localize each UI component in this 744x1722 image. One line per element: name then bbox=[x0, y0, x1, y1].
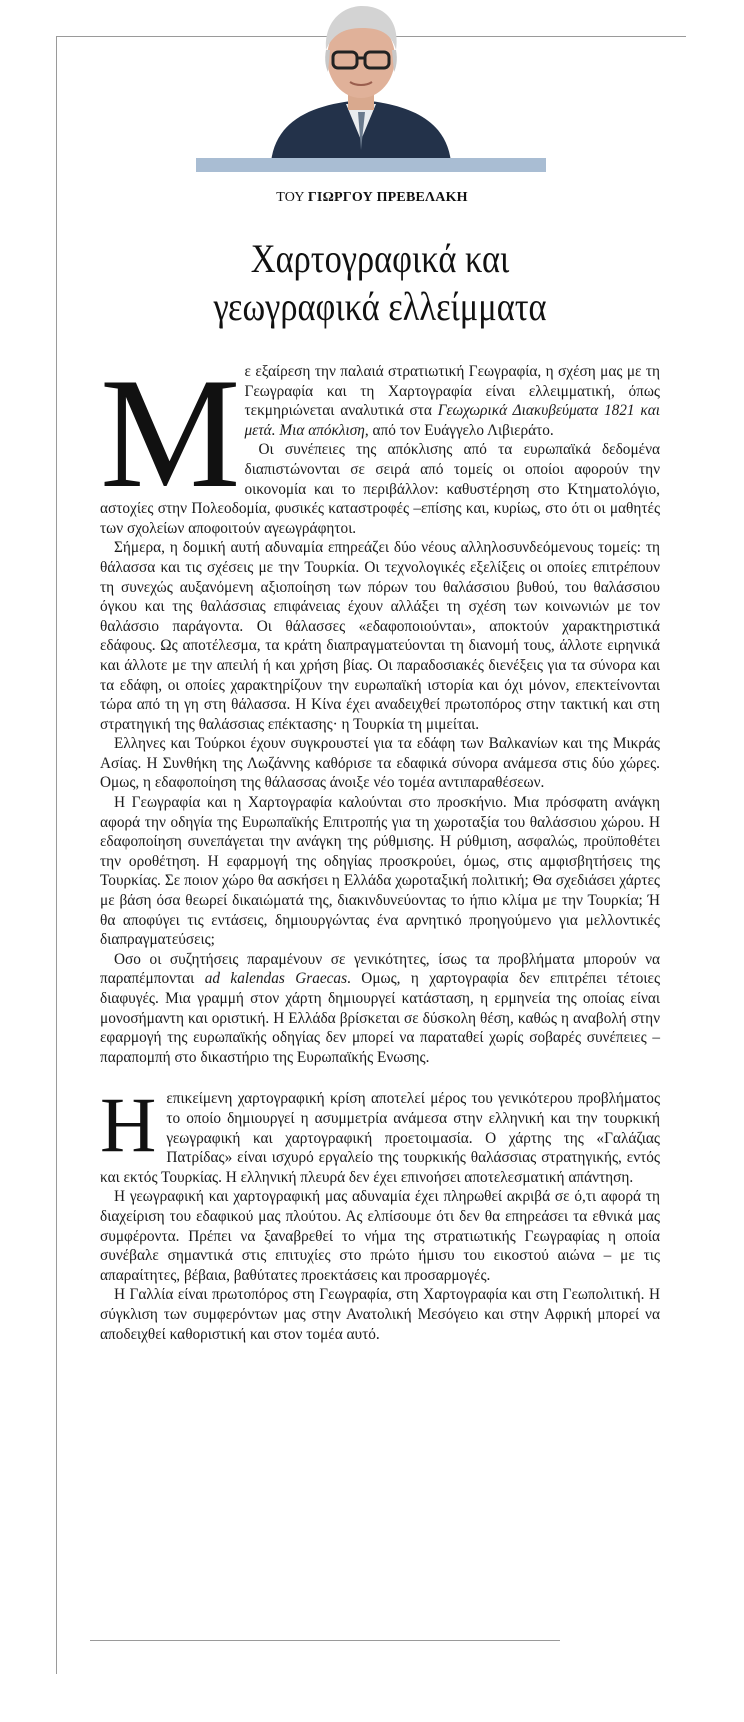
footer-divider bbox=[90, 1640, 560, 1641]
author-name: ΓΙΩΡΓΟΥ ΠΡΕΒΕΛΑΚΗ bbox=[307, 190, 468, 205]
paragraph-7-text: επικείμενη χαρτογραφική κρίση αποτελεί μέρος του γενικότερου προβλήματος το οποίο δημιουργεί η ασυμμετρία ανάμεσα στην ελληνική και την τουρκική γεωγραφική και χαρτογραφική προετοιμασία. Ο χάρτης της «Γαλάζιας Πατρίδας» είναι ισχυρό εργαλείο της τουρκικής θαλάσσιας στρατηγικής, εντός και εκτός Τουρκίας. Η ελληνική πλευρά δεν έχει επινοήσει αποτελεσματική απάντηση. bbox=[100, 1090, 660, 1186]
paragraph-5: Η Γεωγραφία και η Χαρτογραφία καλούνται στο προσκήνιο. Μια πρόσφατη ανάγκη αφορά την οδηγία της Ευρωπαϊκής Επιτροπής για τη χωροταξία του θαλάσσιου χώρου. Η εδαφοποίηση συνεπάγεται την ανάγκη της ρύθμισης. Η ρύθμιση, ασφαλώς, προϋποθέτει την οροθέτηση. Η εφαρμογή της οδηγίας προσκρούει, όμως, στις αμφισβητήσεις της Τουρκίας. Σε ποιον χώρο θα ασκήσει η Ελλάδα χωροταξική πολιτική; Θα σχεδιάσει χάρτες με βάση όσα θεωρεί δικαιώματά της, διακινδυνεύοντας το ήπιο κλίμα με την Τουρκία; Ή θα αποφύγει τις εντάσεις, δημιουργώντας ένα αρνητικό προηγούμενο για μελλοντικές διαπραγματεύσεις; bbox=[100, 794, 660, 949]
paragraph-7 bbox=[100, 1081, 660, 1187]
drop-cap-m: Μ bbox=[100, 346, 237, 521]
paragraph-6 bbox=[100, 950, 660, 1068]
byline-prefix: ΤΟΥ bbox=[276, 190, 305, 205]
accent-bar bbox=[196, 158, 546, 172]
paragraph-2: Οι συνέπειες της απόκλισης από τα ευρωπαϊκά δεδομένα διαπιστώνονται σε σειρά από τομείς οι οποίοι αφορούν την οικονομία και το περιβάλλον: καθυστέρηση στο Κτηματολόγιο, αστοχίες στην Πολεοδομία, φυσικές καταστροφές –επίσης και, κυρίως, στο ότι οι μαθητές των σχολείων αποφοιτούν αγεωγράφητοι. bbox=[100, 441, 660, 537]
paragraph-3: Σήμερα, η δομική αυτή αδυναμία επηρεάζει δύο νέους αλληλοσυνδεόμενους τομείς: τη θάλασσα και τις σχέσεις με την Τουρκία. Οι τεχνολογικές εξελίξεις οι οποίες επιτρέπουν τη συνεχώς αυξανόμενη αξιοποίηση των πόρων του θαλάσσιου βυθού, του θαλάσσιου όγκου και της θαλάσσιας επιφάνειας έχουν αλλάξει τη σχέση των κοινωνιών με τον θαλάσσιο παράγοντα. Οι θάλασσες «εδαφοποιούνται», αποκτούν χαρακτηριστικά εδάφους. Ως αποτέλεσμα, τα κράτη διαπραγματεύονται τη διανομή τους, άλλοτε ειρηνικά και άλλοτε με την απειλή ή και χρήση βίας. Οι παραδοσιακές διενέξεις για τα σύνορα και τα εδάφη, οι οποίες χαρακτηρίζουν την ευρωπαϊκή ιστορία και όχι μόνον, επεκτείνονται τώρα από τη γη στη θάλασσα. Η Κίνα έχει αναδειχθεί πρωτοπόρος στην τακτική και στη στρατηγική της θαλάσσιας επέκτασης· η Τουρκία τη μιμείται. bbox=[100, 539, 660, 733]
paragraph-9: Η Γαλλία είναι πρωτοπόρος στη Γεωγραφία, στη Χαρτογραφία και στη Γεωπολιτική. Η σύγκλιση των συμφερόντων μας στην Ανατολική Μεσόγειο και στην Αφρική μπορεί να αποδειχθεί καθοριστική και στον τομέα αυτό. bbox=[100, 1286, 660, 1343]
article-body bbox=[100, 346, 661, 1344]
author-portrait bbox=[266, 0, 456, 162]
latin-phrase: ad kalendas Graecas bbox=[204, 970, 348, 988]
byline bbox=[0, 190, 744, 206]
headline bbox=[148, 235, 612, 331]
paragraph-4: Ελληνες και Τούρκοι έχουν συγκρουστεί για τα εδάφη των Βαλκανίων και της Μικράς Ασίας. Η Συνθήκη της Λωζάννης καθόρισε τα εδαφικά σύνορα ανάμεσα στις δύο χώρες. Ομως, η εδαφοποίηση της θάλασσας άνοιξε νέο τομέα αντιπαραθέσεων. bbox=[100, 735, 660, 792]
paragraph-6-text-b: . Ομως, η χαρτογραφία δεν επιτρέπει τέτοιες διαφυγές. Μια γραμμή στον χάρτη δημιουργεί κατάσταση, η ερμηνεία της οποίας είναι μονοσήμαντη και οριστική. Η Ελλάδα βρίσκεται σε δύσκολη θέση, καθώς η αναβολή στην εφαρμογή της ευρωπαϊκής οδηγίας δεν μπορεί να παραταθεί χωρίς σοβαρές συνέπειες – παραπομπή στο δικαστήριο της Ευρωπαϊκής Ενωσης. bbox=[100, 970, 661, 1066]
paragraph-1-text-a: ε εξαίρεση την παλαιά στρατιωτική Γεωγραφία, η σχέση μας με τη Γεωγραφία και τη Χαρτογραφία είναι ελλειμματική, όπως τεκμηριώνεται αναλυτικά στα bbox=[244, 363, 660, 420]
headline-line-1: Χαρτογραφικά και bbox=[250, 236, 510, 281]
paragraph-8: Η γεωγραφική και χαρτογραφική μας αδυναμία έχει πληρωθεί ακριβά σε ό,τι αφορά τη διαχείριση του εδαφικού μας πλούτου. Ας ελπίσουμε ότι δεν θα επηρεάσει τα εθνικά μας συμφέροντα. Πρέπει να ξαναβρεθεί το νήμα της στρατιωτικής Γεωγραφίας η οποία συνέβαλε σημαντικά στις επιτυχίες στο πρώτο ήμισυ του εικοστού αιώνα – με τις απαραίτητες, βέβαια, βαθύτατες προεκτάσεις και προσαρμογές. bbox=[100, 1188, 660, 1284]
headline-line-2: γεωγραφικά ελλείμματα bbox=[213, 284, 547, 329]
paragraph-1-text-b: , από τον Ευάγγελο Λιβιεράτο. bbox=[364, 421, 554, 439]
book-title: Γεωχωρικά Διακυβεύματα 1821 και μετά. Μια απόκλιση bbox=[244, 402, 660, 439]
paragraph-6-text-a: Οσο οι συζητήσεις παραμένουν σε γενικότητες, ίσως τα προβλήματα μπορούν να παραπέμπονται bbox=[100, 950, 660, 988]
drop-cap-h: Η bbox=[100, 1081, 157, 1169]
